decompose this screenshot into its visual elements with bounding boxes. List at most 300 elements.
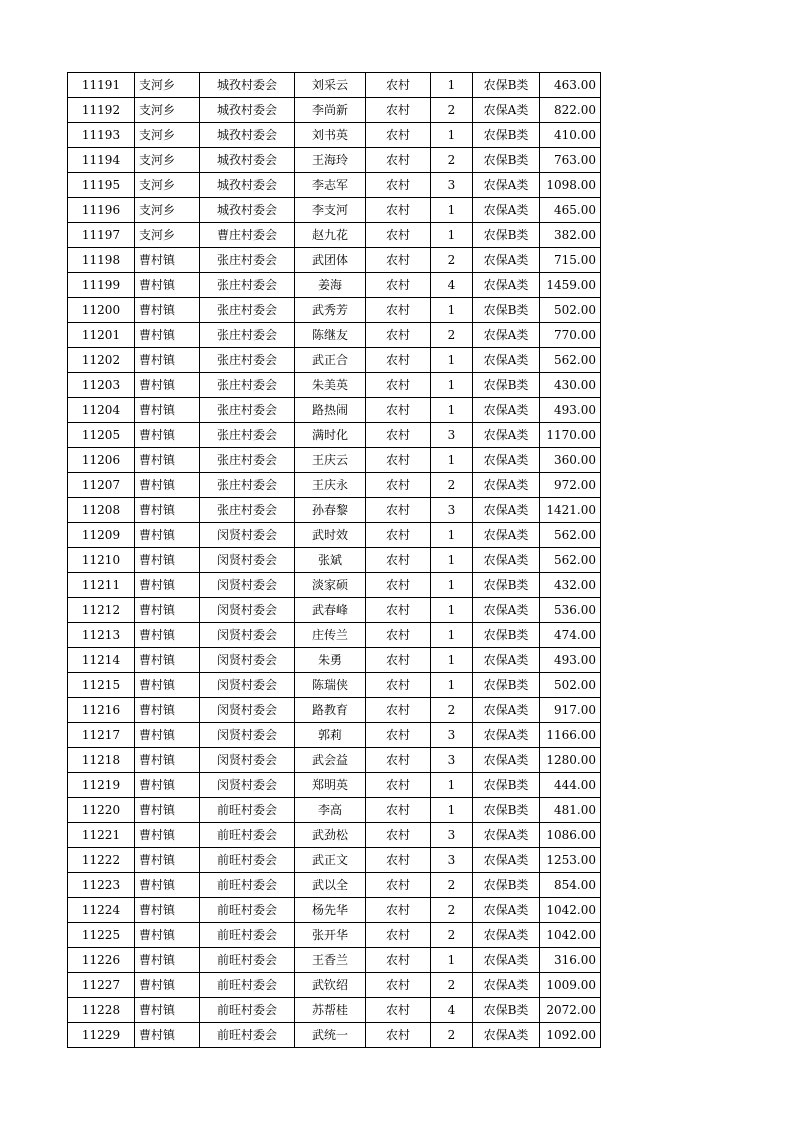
area-type-cell: 农村 xyxy=(366,1023,431,1048)
area-type-cell: 农村 xyxy=(366,373,431,398)
insurance-category-cell: 农保B类 xyxy=(473,223,540,248)
amount-cell: 562.00 xyxy=(540,348,601,373)
village-committee-cell: 前旺村委会 xyxy=(200,823,295,848)
table-row xyxy=(68,973,601,998)
insurance-category-cell: 农保B类 xyxy=(473,73,540,98)
town-cell: 曹村镇 xyxy=(135,948,200,973)
area-type-cell: 农村 xyxy=(366,323,431,348)
town-cell: 曹村镇 xyxy=(135,723,200,748)
table-row xyxy=(68,148,601,173)
table-row xyxy=(68,848,601,873)
table-row xyxy=(68,1023,601,1048)
amount-cell: 536.00 xyxy=(540,598,601,623)
village-committee-cell: 张庄村委会 xyxy=(200,473,295,498)
household-count-cell: 1 xyxy=(431,523,473,548)
town-cell: 曹村镇 xyxy=(135,348,200,373)
record-number-cell: 11201 xyxy=(68,323,135,348)
insurance-category-cell: 农保A类 xyxy=(473,498,540,523)
amount-cell: 822.00 xyxy=(540,98,601,123)
area-type-cell: 农村 xyxy=(366,298,431,323)
person-name-cell: 陈瑞侠 xyxy=(295,673,366,698)
record-number-cell: 11212 xyxy=(68,598,135,623)
record-number-cell: 11207 xyxy=(68,473,135,498)
household-count-cell: 2 xyxy=(431,973,473,998)
person-name-cell: 赵九花 xyxy=(295,223,366,248)
amount-cell: 360.00 xyxy=(540,448,601,473)
person-name-cell: 苏帮桂 xyxy=(295,998,366,1023)
table-row xyxy=(68,873,601,898)
village-committee-cell: 张庄村委会 xyxy=(200,398,295,423)
household-count-cell: 2 xyxy=(431,923,473,948)
table-row xyxy=(68,723,601,748)
person-name-cell: 武时效 xyxy=(295,523,366,548)
town-cell: 曹村镇 xyxy=(135,748,200,773)
area-type-cell: 农村 xyxy=(366,648,431,673)
area-type-cell: 农村 xyxy=(366,848,431,873)
insurance-category-cell: 农保A类 xyxy=(473,323,540,348)
table-row xyxy=(68,598,601,623)
amount-cell: 493.00 xyxy=(540,398,601,423)
person-name-cell: 杨先华 xyxy=(295,898,366,923)
household-count-cell: 1 xyxy=(431,348,473,373)
table-row xyxy=(68,898,601,923)
table-row xyxy=(68,198,601,223)
record-number-cell: 11196 xyxy=(68,198,135,223)
record-number-cell: 11206 xyxy=(68,448,135,473)
person-name-cell: 路热闹 xyxy=(295,398,366,423)
insurance-category-cell: 农保A类 xyxy=(473,98,540,123)
household-count-cell: 1 xyxy=(431,398,473,423)
person-name-cell: 武团体 xyxy=(295,248,366,273)
insurance-category-cell: 农保A类 xyxy=(473,473,540,498)
area-type-cell: 农村 xyxy=(366,673,431,698)
table-row xyxy=(68,173,601,198)
town-cell: 曹村镇 xyxy=(135,648,200,673)
household-count-cell: 4 xyxy=(431,273,473,298)
amount-cell: 1092.00 xyxy=(540,1023,601,1048)
village-committee-cell: 城孜村委会 xyxy=(200,173,295,198)
amount-cell: 430.00 xyxy=(540,373,601,398)
area-type-cell: 农村 xyxy=(366,123,431,148)
household-count-cell: 2 xyxy=(431,473,473,498)
insurance-category-cell: 农保A类 xyxy=(473,923,540,948)
town-cell: 曹村镇 xyxy=(135,1023,200,1048)
record-number-cell: 11217 xyxy=(68,723,135,748)
person-name-cell: 武以全 xyxy=(295,873,366,898)
town-cell: 曹村镇 xyxy=(135,548,200,573)
village-committee-cell: 张庄村委会 xyxy=(200,348,295,373)
amount-cell: 2072.00 xyxy=(540,998,601,1023)
village-committee-cell: 张庄村委会 xyxy=(200,448,295,473)
area-type-cell: 农村 xyxy=(366,273,431,298)
amount-cell: 763.00 xyxy=(540,148,601,173)
person-name-cell: 路教育 xyxy=(295,698,366,723)
town-cell: 曹村镇 xyxy=(135,373,200,398)
village-committee-cell: 张庄村委会 xyxy=(200,273,295,298)
household-count-cell: 2 xyxy=(431,98,473,123)
record-number-cell: 11200 xyxy=(68,298,135,323)
amount-cell: 444.00 xyxy=(540,773,601,798)
household-count-cell: 2 xyxy=(431,323,473,348)
person-name-cell: 王庆云 xyxy=(295,448,366,473)
village-committee-cell: 前旺村委会 xyxy=(200,1023,295,1048)
insurance-category-cell: 农保A类 xyxy=(473,248,540,273)
person-name-cell: 武正合 xyxy=(295,348,366,373)
record-number-cell: 11193 xyxy=(68,123,135,148)
person-name-cell: 武会益 xyxy=(295,748,366,773)
person-name-cell: 孙春黎 xyxy=(295,498,366,523)
area-type-cell: 农村 xyxy=(366,598,431,623)
amount-cell: 562.00 xyxy=(540,523,601,548)
village-committee-cell: 城孜村委会 xyxy=(200,123,295,148)
insurance-category-cell: 农保A类 xyxy=(473,448,540,473)
record-number-cell: 11198 xyxy=(68,248,135,273)
area-type-cell: 农村 xyxy=(366,498,431,523)
town-cell: 曹村镇 xyxy=(135,848,200,873)
record-number-cell: 11208 xyxy=(68,498,135,523)
table-row xyxy=(68,398,601,423)
amount-cell: 1253.00 xyxy=(540,848,601,873)
record-number-cell: 11215 xyxy=(68,673,135,698)
record-number-cell: 11221 xyxy=(68,823,135,848)
person-name-cell: 李尚新 xyxy=(295,98,366,123)
table-row xyxy=(68,298,601,323)
insurance-category-cell: 农保A类 xyxy=(473,723,540,748)
record-number-cell: 11219 xyxy=(68,773,135,798)
record-number-cell: 11225 xyxy=(68,923,135,948)
amount-cell: 493.00 xyxy=(540,648,601,673)
person-name-cell: 淡家硕 xyxy=(295,573,366,598)
record-number-cell: 11202 xyxy=(68,348,135,373)
area-type-cell: 农村 xyxy=(366,548,431,573)
insurance-category-cell: 农保A类 xyxy=(473,1023,540,1048)
person-name-cell: 武钦绍 xyxy=(295,973,366,998)
insurance-category-cell: 农保A类 xyxy=(473,948,540,973)
area-type-cell: 农村 xyxy=(366,248,431,273)
record-number-cell: 11192 xyxy=(68,98,135,123)
town-cell: 曹村镇 xyxy=(135,323,200,348)
person-name-cell: 武劲松 xyxy=(295,823,366,848)
insurance-category-cell: 农保A类 xyxy=(473,398,540,423)
town-cell: 曹村镇 xyxy=(135,298,200,323)
record-number-cell: 11213 xyxy=(68,623,135,648)
household-count-cell: 1 xyxy=(431,373,473,398)
village-committee-cell: 城孜村委会 xyxy=(200,198,295,223)
table-row xyxy=(68,473,601,498)
insurance-category-cell: 农保A类 xyxy=(473,823,540,848)
village-committee-cell: 前旺村委会 xyxy=(200,873,295,898)
area-type-cell: 农村 xyxy=(366,148,431,173)
table-row xyxy=(68,248,601,273)
insurance-category-cell: 农保B类 xyxy=(473,673,540,698)
town-cell: 支河乡 xyxy=(135,198,200,223)
area-type-cell: 农村 xyxy=(366,173,431,198)
household-count-cell: 4 xyxy=(431,998,473,1023)
amount-cell: 1042.00 xyxy=(540,923,601,948)
person-name-cell: 张斌 xyxy=(295,548,366,573)
town-cell: 曹村镇 xyxy=(135,773,200,798)
insurance-category-cell: 农保A类 xyxy=(473,423,540,448)
household-count-cell: 1 xyxy=(431,448,473,473)
record-number-cell: 11195 xyxy=(68,173,135,198)
record-number-cell: 11224 xyxy=(68,898,135,923)
area-type-cell: 农村 xyxy=(366,73,431,98)
table-row xyxy=(68,348,601,373)
amount-cell: 382.00 xyxy=(540,223,601,248)
table-row xyxy=(68,373,601,398)
area-type-cell: 农村 xyxy=(366,923,431,948)
person-name-cell: 刘采云 xyxy=(295,73,366,98)
table-row xyxy=(68,323,601,348)
village-committee-cell: 闵贤村委会 xyxy=(200,523,295,548)
area-type-cell: 农村 xyxy=(366,348,431,373)
table-row xyxy=(68,923,601,948)
town-cell: 曹村镇 xyxy=(135,598,200,623)
table-row xyxy=(68,698,601,723)
person-name-cell: 朱勇 xyxy=(295,648,366,673)
record-number-cell: 11194 xyxy=(68,148,135,173)
area-type-cell: 农村 xyxy=(366,998,431,1023)
village-committee-cell: 前旺村委会 xyxy=(200,923,295,948)
person-name-cell: 王香兰 xyxy=(295,948,366,973)
town-cell: 曹村镇 xyxy=(135,898,200,923)
insurance-category-cell: 农保B类 xyxy=(473,373,540,398)
area-type-cell: 农村 xyxy=(366,523,431,548)
amount-cell: 1042.00 xyxy=(540,898,601,923)
record-number-cell: 11223 xyxy=(68,873,135,898)
amount-cell: 1098.00 xyxy=(540,173,601,198)
town-cell: 支河乡 xyxy=(135,223,200,248)
insurance-category-cell: 农保B类 xyxy=(473,298,540,323)
town-cell: 曹村镇 xyxy=(135,698,200,723)
area-type-cell: 农村 xyxy=(366,898,431,923)
insurance-category-cell: 农保A类 xyxy=(473,273,540,298)
insurance-category-cell: 农保A类 xyxy=(473,198,540,223)
village-committee-cell: 闵贤村委会 xyxy=(200,648,295,673)
household-count-cell: 1 xyxy=(431,73,473,98)
town-cell: 曹村镇 xyxy=(135,923,200,948)
record-number-cell: 11210 xyxy=(68,548,135,573)
record-number-cell: 11204 xyxy=(68,398,135,423)
person-name-cell: 姜海 xyxy=(295,273,366,298)
village-committee-cell: 前旺村委会 xyxy=(200,898,295,923)
table-row xyxy=(68,98,601,123)
amount-cell: 1459.00 xyxy=(540,273,601,298)
household-count-cell: 1 xyxy=(431,548,473,573)
area-type-cell: 农村 xyxy=(366,823,431,848)
amount-cell: 474.00 xyxy=(540,623,601,648)
person-name-cell: 陈继友 xyxy=(295,323,366,348)
table-row xyxy=(68,273,601,298)
area-type-cell: 农村 xyxy=(366,423,431,448)
town-cell: 曹村镇 xyxy=(135,248,200,273)
record-number-cell: 11203 xyxy=(68,373,135,398)
area-type-cell: 农村 xyxy=(366,873,431,898)
insurance-category-cell: 农保A类 xyxy=(473,898,540,923)
household-count-cell: 2 xyxy=(431,898,473,923)
table-row xyxy=(68,773,601,798)
household-count-cell: 3 xyxy=(431,723,473,748)
household-count-cell: 1 xyxy=(431,623,473,648)
household-count-cell: 1 xyxy=(431,773,473,798)
household-count-cell: 1 xyxy=(431,573,473,598)
person-name-cell: 武正文 xyxy=(295,848,366,873)
household-count-cell: 1 xyxy=(431,123,473,148)
area-type-cell: 农村 xyxy=(366,773,431,798)
area-type-cell: 农村 xyxy=(366,723,431,748)
village-committee-cell: 城孜村委会 xyxy=(200,73,295,98)
insurance-category-cell: 农保B类 xyxy=(473,123,540,148)
insurance-category-cell: 农保B类 xyxy=(473,873,540,898)
insurance-category-cell: 农保A类 xyxy=(473,648,540,673)
household-count-cell: 1 xyxy=(431,198,473,223)
amount-cell: 770.00 xyxy=(540,323,601,348)
insurance-category-cell: 农保B类 xyxy=(473,573,540,598)
area-type-cell: 农村 xyxy=(366,198,431,223)
area-type-cell: 农村 xyxy=(366,98,431,123)
village-committee-cell: 张庄村委会 xyxy=(200,373,295,398)
person-name-cell: 朱美英 xyxy=(295,373,366,398)
record-number-cell: 11197 xyxy=(68,223,135,248)
amount-cell: 715.00 xyxy=(540,248,601,273)
table-row xyxy=(68,998,601,1023)
person-name-cell: 王庆永 xyxy=(295,473,366,498)
household-count-cell: 1 xyxy=(431,223,473,248)
area-type-cell: 农村 xyxy=(366,948,431,973)
record-number-cell: 11216 xyxy=(68,698,135,723)
household-count-cell: 3 xyxy=(431,848,473,873)
town-cell: 曹村镇 xyxy=(135,473,200,498)
record-number-cell: 11209 xyxy=(68,523,135,548)
village-committee-cell: 闵贤村委会 xyxy=(200,623,295,648)
household-count-cell: 3 xyxy=(431,748,473,773)
amount-cell: 1166.00 xyxy=(540,723,601,748)
table-row xyxy=(68,823,601,848)
person-name-cell: 刘书英 xyxy=(295,123,366,148)
village-committee-cell: 闵贤村委会 xyxy=(200,548,295,573)
table-row xyxy=(68,573,601,598)
village-committee-cell: 张庄村委会 xyxy=(200,323,295,348)
person-name-cell: 郭莉 xyxy=(295,723,366,748)
table-row xyxy=(68,648,601,673)
record-number-cell: 11205 xyxy=(68,423,135,448)
insurance-category-cell: 农保A类 xyxy=(473,848,540,873)
person-name-cell: 王海玲 xyxy=(295,148,366,173)
amount-cell: 502.00 xyxy=(540,673,601,698)
area-type-cell: 农村 xyxy=(366,473,431,498)
table-row xyxy=(68,623,601,648)
person-name-cell: 郑明英 xyxy=(295,773,366,798)
table-row xyxy=(68,948,601,973)
person-name-cell: 武秀芳 xyxy=(295,298,366,323)
household-count-cell: 1 xyxy=(431,598,473,623)
area-type-cell: 农村 xyxy=(366,223,431,248)
household-count-cell: 1 xyxy=(431,648,473,673)
insurance-category-cell: 农保B类 xyxy=(473,623,540,648)
person-name-cell: 李志军 xyxy=(295,173,366,198)
village-committee-cell: 闵贤村委会 xyxy=(200,748,295,773)
town-cell: 曹村镇 xyxy=(135,573,200,598)
village-committee-cell: 前旺村委会 xyxy=(200,973,295,998)
person-name-cell: 张开华 xyxy=(295,923,366,948)
town-cell: 曹村镇 xyxy=(135,448,200,473)
household-count-cell: 2 xyxy=(431,248,473,273)
insurance-category-cell: 农保B类 xyxy=(473,998,540,1023)
village-committee-cell: 前旺村委会 xyxy=(200,798,295,823)
record-number-cell: 11228 xyxy=(68,998,135,1023)
village-committee-cell: 张庄村委会 xyxy=(200,498,295,523)
amount-cell: 854.00 xyxy=(540,873,601,898)
insurance-category-cell: 农保A类 xyxy=(473,748,540,773)
table-row xyxy=(68,423,601,448)
record-number-cell: 11226 xyxy=(68,948,135,973)
person-name-cell: 满时化 xyxy=(295,423,366,448)
amount-cell: 562.00 xyxy=(540,548,601,573)
amount-cell: 1170.00 xyxy=(540,423,601,448)
town-cell: 曹村镇 xyxy=(135,523,200,548)
insurance-category-cell: 农保B类 xyxy=(473,798,540,823)
insurance-category-cell: 农保A类 xyxy=(473,348,540,373)
amount-cell: 1280.00 xyxy=(540,748,601,773)
amount-cell: 917.00 xyxy=(540,698,601,723)
village-committee-cell: 张庄村委会 xyxy=(200,423,295,448)
village-committee-cell: 张庄村委会 xyxy=(200,298,295,323)
town-cell: 支河乡 xyxy=(135,173,200,198)
record-number-cell: 11214 xyxy=(68,648,135,673)
person-name-cell: 武统一 xyxy=(295,1023,366,1048)
household-count-cell: 3 xyxy=(431,498,473,523)
insurance-category-cell: 农保A类 xyxy=(473,173,540,198)
household-count-cell: 1 xyxy=(431,673,473,698)
amount-cell: 463.00 xyxy=(540,73,601,98)
record-number-cell: 11218 xyxy=(68,748,135,773)
area-type-cell: 农村 xyxy=(366,973,431,998)
village-committee-cell: 闵贤村委会 xyxy=(200,673,295,698)
town-cell: 曹村镇 xyxy=(135,398,200,423)
table-row xyxy=(68,748,601,773)
town-cell: 曹村镇 xyxy=(135,873,200,898)
village-committee-cell: 前旺村委会 xyxy=(200,848,295,873)
table-row xyxy=(68,73,601,98)
table-row xyxy=(68,223,601,248)
household-count-cell: 1 xyxy=(431,298,473,323)
household-count-cell: 2 xyxy=(431,698,473,723)
village-committee-cell: 闵贤村委会 xyxy=(200,723,295,748)
record-number-cell: 11220 xyxy=(68,798,135,823)
household-count-cell: 1 xyxy=(431,798,473,823)
amount-cell: 316.00 xyxy=(540,948,601,973)
record-number-cell: 11229 xyxy=(68,1023,135,1048)
amount-cell: 465.00 xyxy=(540,198,601,223)
record-number-cell: 11227 xyxy=(68,973,135,998)
table-row xyxy=(68,548,601,573)
amount-cell: 972.00 xyxy=(540,473,601,498)
town-cell: 曹村镇 xyxy=(135,673,200,698)
household-count-cell: 3 xyxy=(431,823,473,848)
insurance-category-cell: 农保B类 xyxy=(473,773,540,798)
household-count-cell: 2 xyxy=(431,873,473,898)
table-row xyxy=(68,498,601,523)
record-number-cell: 11199 xyxy=(68,273,135,298)
amount-cell: 1009.00 xyxy=(540,973,601,998)
area-type-cell: 农村 xyxy=(366,623,431,648)
household-count-cell: 3 xyxy=(431,173,473,198)
town-cell: 曹村镇 xyxy=(135,823,200,848)
village-committee-cell: 曹庄村委会 xyxy=(200,223,295,248)
table-row xyxy=(68,673,601,698)
amount-cell: 410.00 xyxy=(540,123,601,148)
village-committee-cell: 闵贤村委会 xyxy=(200,573,295,598)
